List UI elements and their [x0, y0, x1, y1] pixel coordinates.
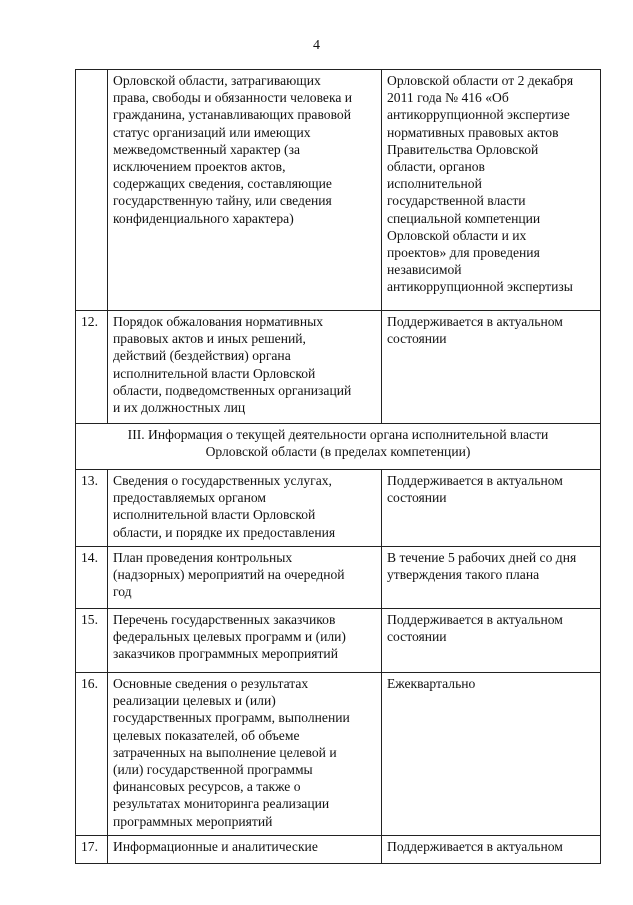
text-line: состоянии	[387, 331, 447, 347]
text-line: Информационные и аналитические	[113, 839, 318, 854]
row-description	[108, 836, 382, 864]
text-line: государственную тайну, или сведения	[113, 193, 332, 209]
text-line: Орловской области от 2 декабря	[387, 73, 574, 88]
text-line: федеральных целевых программ и (или)	[113, 629, 346, 645]
text-line: исполнительной власти Орловской	[113, 507, 316, 523]
text-line: Поддерживается в актуальном	[387, 612, 563, 627]
text-line: План проведения контрольных	[113, 550, 293, 565]
row-number	[76, 70, 108, 311]
row-description	[108, 311, 382, 424]
table-row	[76, 70, 601, 311]
row-term	[382, 547, 601, 609]
table-row	[76, 673, 601, 836]
text-line: Орловской области и их	[387, 227, 527, 243]
table-row	[76, 470, 601, 547]
text-line: независимой	[387, 262, 462, 278]
information-table	[75, 69, 601, 864]
text-line: Перечень государственных заказчиков	[113, 612, 336, 627]
text-line: Сведения о государственных услугах,	[113, 473, 332, 488]
text-line: области, и порядке их предоставления	[113, 524, 336, 540]
text-line: результатах мониторинга реализации	[113, 796, 330, 812]
section-row	[76, 424, 601, 470]
text-line: действий (бездействия) органа	[113, 348, 291, 364]
text-line: Поддерживается в актуальном	[387, 314, 563, 329]
table-row	[76, 311, 601, 424]
text-line: антикоррупционной экспертизе	[387, 107, 570, 123]
text-line: предоставляемых органом	[113, 490, 267, 506]
text-line: (или) государственной программы	[113, 762, 313, 778]
text-line: исполнительной	[387, 176, 482, 192]
row-description	[108, 673, 382, 836]
section-title-line: Орловской области (в пределах компетенции)	[205, 444, 471, 460]
text-line: (надзорных) мероприятий на очередной	[113, 567, 345, 583]
text-line: программных мероприятий	[113, 813, 273, 829]
text-line: Правительства Орловской	[387, 141, 539, 157]
text-line: статус организаций или имеющих	[113, 124, 311, 140]
table-row	[76, 547, 601, 609]
row-term	[382, 673, 601, 836]
text-line: Порядок обжалования нормативных	[113, 314, 324, 329]
row-description	[108, 547, 382, 609]
text-line: конфиденциального характера)	[113, 210, 294, 226]
row-term	[382, 609, 601, 673]
text-line: межведомственный характер (за	[113, 141, 300, 157]
text-line: исключением проектов актов,	[113, 159, 286, 175]
text-line: области, органов	[387, 159, 485, 175]
text-line: правовых актов и иных решений,	[113, 331, 306, 347]
text-line: 2011 года № 416 «Об	[387, 90, 509, 106]
row-number: 17.	[76, 836, 108, 864]
row-number: 12.	[76, 311, 108, 424]
text-line: утверждения такого плана	[387, 567, 540, 583]
row-term	[382, 311, 601, 424]
row-description	[108, 609, 382, 673]
section-title-line: III. Информация о текущей деятельности органа исполнительной власти	[127, 427, 549, 442]
row-number: 14.	[76, 547, 108, 609]
row-term	[382, 70, 601, 311]
text-line: антикоррупционной экспертизы	[387, 279, 573, 295]
text-line: права, свободы и обязанности человека и	[113, 90, 353, 106]
text-line: состоянии	[387, 490, 447, 506]
text-line: нормативных правовых актов	[387, 124, 559, 140]
text-line: Основные сведения о результатах	[113, 676, 309, 691]
text-line: области, подведомственных организаций	[113, 382, 352, 398]
row-description	[108, 470, 382, 547]
row-number: 13.	[76, 470, 108, 547]
table-row	[76, 836, 601, 864]
row-description	[108, 70, 382, 311]
row-number: 15.	[76, 609, 108, 673]
text-line: Поддерживается в актуальном	[387, 839, 563, 854]
text-line: заказчиков программных мероприятий	[113, 646, 338, 662]
text-line: В течение 5 рабочих дней со дня	[387, 550, 577, 565]
text-line: состоянии	[387, 629, 447, 645]
text-line: государственной власти	[387, 193, 526, 209]
text-line: реализации целевых и (или)	[113, 693, 276, 709]
row-term	[382, 836, 601, 864]
text-line: исполнительной власти Орловской	[113, 365, 316, 381]
text-line: и их должностных лиц	[113, 400, 246, 416]
text-line: финансовых ресурсов, а также о	[113, 779, 301, 795]
row-term	[382, 470, 601, 547]
text-line: год	[113, 584, 132, 600]
text-line: государственных программ, выполнении	[113, 710, 350, 726]
text-line: Поддерживается в актуальном	[387, 473, 563, 488]
section-header	[76, 424, 601, 470]
text-line: содержащих сведения, составляющие	[113, 176, 332, 192]
text-line: специальной компетенции	[387, 210, 541, 226]
text-line: гражданина, устанавливающих правовой	[113, 107, 351, 123]
row-number: 16.	[76, 673, 108, 836]
text-line: затраченных на выполнение целевой и	[113, 744, 337, 760]
text-line: целевых показателей, об объеме	[113, 727, 300, 743]
text-line: Ежеквартально	[387, 676, 476, 691]
text-line: проектов» для проведения	[387, 245, 540, 261]
table-row	[76, 609, 601, 673]
text-line: Орловской области, затрагивающих	[113, 73, 321, 88]
page-number: 4	[313, 38, 320, 53]
